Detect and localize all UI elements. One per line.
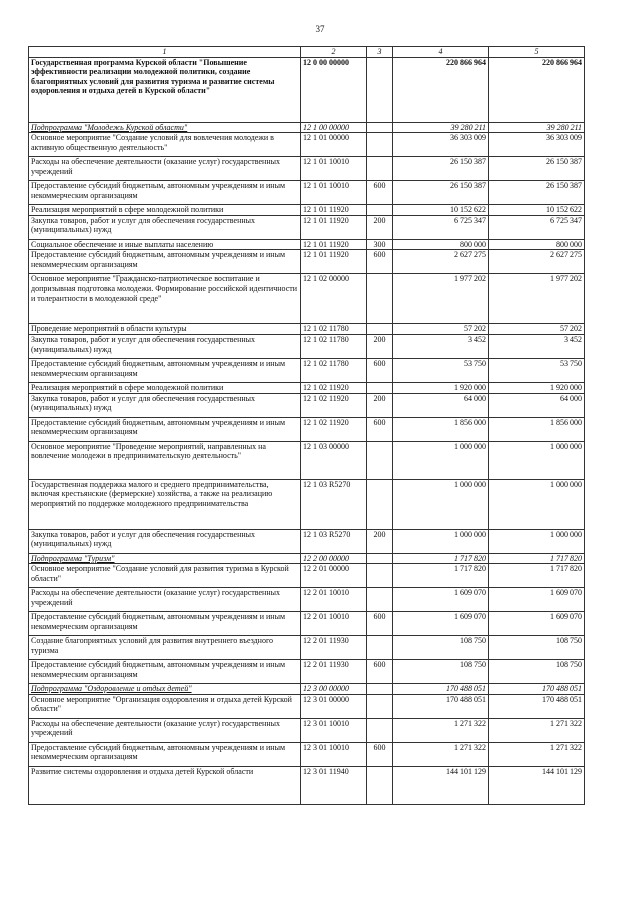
row-code: 12 1 03 00000 bbox=[301, 441, 367, 479]
table-row bbox=[29, 181, 585, 205]
row-amount-col5: 1 717 820 bbox=[489, 564, 585, 588]
table-row bbox=[29, 553, 585, 564]
row-code: 12 3 01 10010 bbox=[301, 742, 367, 766]
row-expense-type: 600 bbox=[367, 417, 393, 441]
row-name: Подпрограмма "Туризм" bbox=[29, 553, 301, 564]
row-amount-col4: 26 150 387 bbox=[393, 157, 489, 181]
row-name: Предоставление субсидий бюджетным, автономным учреждениям и иным некоммерческим организациям bbox=[29, 250, 301, 274]
row-name: Основное мероприятие "Создание условий для вовлечения молодежи в активную общественную деятельность" bbox=[29, 133, 301, 157]
row-amount-col4: 144 101 129 bbox=[393, 766, 489, 804]
row-name: Основное мероприятие "Проведение мероприятий, направленных на вовлечение молодежи в предпринимательскую деятельность" bbox=[29, 441, 301, 479]
row-amount-col4: 6 725 347 bbox=[393, 215, 489, 239]
row-amount-col4: 1 717 820 bbox=[393, 564, 489, 588]
table-row bbox=[29, 393, 585, 417]
row-code: 12 1 02 11920 bbox=[301, 417, 367, 441]
row-name: Реализация мероприятий в сфере молодежной политики bbox=[29, 205, 301, 216]
row-expense-type bbox=[367, 588, 393, 612]
row-amount-col4: 800 000 bbox=[393, 239, 489, 250]
column-number: 2 bbox=[301, 47, 367, 58]
budget-table bbox=[28, 46, 585, 805]
table-row bbox=[29, 239, 585, 250]
row-code: 12 1 02 11920 bbox=[301, 393, 367, 417]
row-expense-type bbox=[367, 157, 393, 181]
row-amount-col4: 3 452 bbox=[393, 334, 489, 358]
row-amount-col5: 53 750 bbox=[489, 358, 585, 382]
row-name: Реализация мероприятий в сфере молодежной политики bbox=[29, 382, 301, 393]
table-row bbox=[29, 479, 585, 529]
table-row bbox=[29, 215, 585, 239]
row-name: Закупка товаров, работ и услуг для обеспечения государственных (муниципальных) нужд bbox=[29, 215, 301, 239]
row-amount-col5: 108 750 bbox=[489, 660, 585, 684]
row-amount-col4: 170 488 051 bbox=[393, 694, 489, 718]
row-amount-col5: 108 750 bbox=[489, 636, 585, 660]
row-amount-col4: 10 152 622 bbox=[393, 205, 489, 216]
row-expense-type: 200 bbox=[367, 393, 393, 417]
row-expense-type bbox=[367, 766, 393, 804]
row-amount-col5: 3 452 bbox=[489, 334, 585, 358]
row-amount-col4: 53 750 bbox=[393, 358, 489, 382]
row-amount-col4: 1 856 000 bbox=[393, 417, 489, 441]
row-amount-col5: 1 717 820 bbox=[489, 553, 585, 564]
row-code: 12 2 01 10010 bbox=[301, 588, 367, 612]
table-row bbox=[29, 358, 585, 382]
table-row bbox=[29, 588, 585, 612]
row-expense-type bbox=[367, 324, 393, 335]
row-amount-col5: 1 000 000 bbox=[489, 479, 585, 529]
table-row bbox=[29, 684, 585, 695]
row-expense-type: 200 bbox=[367, 334, 393, 358]
row-name: Предоставление субсидий бюджетным, автономным учреждениям и иным некоммерческим организациям bbox=[29, 417, 301, 441]
row-expense-type: 600 bbox=[367, 660, 393, 684]
row-amount-col5: 1 920 000 bbox=[489, 382, 585, 393]
row-expense-type bbox=[367, 441, 393, 479]
page-number: 37 bbox=[315, 24, 325, 34]
row-amount-col5: 800 000 bbox=[489, 239, 585, 250]
row-name: Расходы на обеспечение деятельности (оказание услуг) государственных учреждений bbox=[29, 157, 301, 181]
row-name: Расходы на обеспечение деятельности (оказание услуг) государственных учреждений bbox=[29, 588, 301, 612]
table-row bbox=[29, 133, 585, 157]
row-name: Государственная программа Курской области "Повышение эффективности реализации молодежной политики, создание благоприятных условий для развития туризма и развитие системы оздоровления и отдыха детей в Курской области" bbox=[29, 57, 301, 122]
table-row bbox=[29, 382, 585, 393]
row-amount-col5: 26 150 387 bbox=[489, 157, 585, 181]
row-expense-type bbox=[367, 57, 393, 122]
table-row bbox=[29, 205, 585, 216]
row-code: 12 1 01 00000 bbox=[301, 133, 367, 157]
column-number: 3 bbox=[367, 47, 393, 58]
row-code: 12 1 01 10010 bbox=[301, 157, 367, 181]
row-amount-col5: 1 000 000 bbox=[489, 529, 585, 553]
row-code: 12 1 01 11920 bbox=[301, 239, 367, 250]
row-expense-type: 600 bbox=[367, 358, 393, 382]
row-name: Проведение мероприятий в области культуры bbox=[29, 324, 301, 335]
row-expense-type bbox=[367, 553, 393, 564]
row-expense-type bbox=[367, 684, 393, 695]
column-number: 1 bbox=[29, 47, 301, 58]
row-amount-col4: 1 000 000 bbox=[393, 479, 489, 529]
row-code: 12 3 01 00000 bbox=[301, 694, 367, 718]
row-code: 12 1 00 00000 bbox=[301, 122, 367, 133]
row-amount-col4: 1 271 322 bbox=[393, 742, 489, 766]
row-amount-col5: 220 866 964 bbox=[489, 57, 585, 122]
row-amount-col5: 1 856 000 bbox=[489, 417, 585, 441]
row-code: 12 1 01 11920 bbox=[301, 215, 367, 239]
row-amount-col4: 1 271 322 bbox=[393, 718, 489, 742]
row-name: Социальное обеспечение и иные выплаты населению bbox=[29, 239, 301, 250]
table-row bbox=[29, 742, 585, 766]
row-code: 12 1 02 11920 bbox=[301, 382, 367, 393]
row-code: 12 1 01 10010 bbox=[301, 181, 367, 205]
row-amount-col4: 2 627 275 bbox=[393, 250, 489, 274]
row-expense-type bbox=[367, 718, 393, 742]
row-expense-type bbox=[367, 564, 393, 588]
row-amount-col5: 26 150 387 bbox=[489, 181, 585, 205]
row-name: Расходы на обеспечение деятельности (оказание услуг) государственных учреждений bbox=[29, 718, 301, 742]
row-amount-col5: 10 152 622 bbox=[489, 205, 585, 216]
row-code: 12 2 01 11930 bbox=[301, 636, 367, 660]
row-name: Развитие системы оздоровления и отдыха детей Курской области bbox=[29, 766, 301, 804]
row-amount-col4: 39 280 211 bbox=[393, 122, 489, 133]
table-row bbox=[29, 660, 585, 684]
row-amount-col5: 57 202 bbox=[489, 324, 585, 335]
row-code: 12 1 02 11780 bbox=[301, 334, 367, 358]
column-number-row bbox=[29, 47, 585, 58]
row-code: 12 1 02 00000 bbox=[301, 274, 367, 324]
row-amount-col5: 39 280 211 bbox=[489, 122, 585, 133]
row-amount-col5: 1 000 000 bbox=[489, 441, 585, 479]
row-expense-type: 200 bbox=[367, 529, 393, 553]
row-expense-type bbox=[367, 382, 393, 393]
row-name: Подпрограмма "Оздоровление и отдых детей" bbox=[29, 684, 301, 695]
table-row bbox=[29, 122, 585, 133]
row-name: Закупка товаров, работ и услуг для обеспечения государственных (муниципальных) нужд bbox=[29, 393, 301, 417]
row-code: 12 3 01 10010 bbox=[301, 718, 367, 742]
row-amount-col4: 64 000 bbox=[393, 393, 489, 417]
row-code: 12 3 00 00000 bbox=[301, 684, 367, 695]
row-expense-type: 200 bbox=[367, 215, 393, 239]
table-row bbox=[29, 564, 585, 588]
row-code: 12 2 00 00000 bbox=[301, 553, 367, 564]
row-expense-type: 600 bbox=[367, 181, 393, 205]
row-amount-col5: 170 488 051 bbox=[489, 684, 585, 695]
row-name: Основное мероприятие "Организация оздоровления и отдыха детей Курской области" bbox=[29, 694, 301, 718]
row-amount-col5: 1 271 322 bbox=[489, 718, 585, 742]
table-row bbox=[29, 250, 585, 274]
row-amount-col4: 1 920 000 bbox=[393, 382, 489, 393]
row-expense-type bbox=[367, 274, 393, 324]
row-name: Государственная поддержка малого и среднего предпринимательства, включая крестьянские (фермерские) хозяйства, а также на реализацию мероприятий по поддержке молодежного предпринимательства bbox=[29, 479, 301, 529]
row-code: 12 2 01 00000 bbox=[301, 564, 367, 588]
column-number: 5 bbox=[489, 47, 585, 58]
row-amount-col5: 1 271 322 bbox=[489, 742, 585, 766]
row-amount-col4: 1 717 820 bbox=[393, 553, 489, 564]
row-name: Предоставление субсидий бюджетным, автономным учреждениям и иным некоммерческим организациям bbox=[29, 742, 301, 766]
row-code: 12 1 01 11920 bbox=[301, 250, 367, 274]
row-amount-col4: 1 977 202 bbox=[393, 274, 489, 324]
column-number: 4 bbox=[393, 47, 489, 58]
table-row bbox=[29, 694, 585, 718]
row-name: Предоставление субсидий бюджетным, автономным учреждениям и иным некоммерческим организациям bbox=[29, 660, 301, 684]
table-row bbox=[29, 417, 585, 441]
row-amount-col4: 57 202 bbox=[393, 324, 489, 335]
row-amount-col4: 26 150 387 bbox=[393, 181, 489, 205]
table-row bbox=[29, 529, 585, 553]
row-amount-col4: 108 750 bbox=[393, 636, 489, 660]
row-expense-type: 600 bbox=[367, 742, 393, 766]
row-code: 12 3 01 11940 bbox=[301, 766, 367, 804]
row-amount-col5: 1 609 070 bbox=[489, 612, 585, 636]
row-amount-col4: 1 609 070 bbox=[393, 612, 489, 636]
row-amount-col5: 1 609 070 bbox=[489, 588, 585, 612]
row-name: Создание благоприятных условий для развития внутреннего въездного туризма bbox=[29, 636, 301, 660]
row-expense-type bbox=[367, 694, 393, 718]
row-amount-col4: 1 000 000 bbox=[393, 529, 489, 553]
row-amount-col5: 144 101 129 bbox=[489, 766, 585, 804]
table-row bbox=[29, 636, 585, 660]
row-code: 12 1 01 11920 bbox=[301, 205, 367, 216]
table-row bbox=[29, 334, 585, 358]
row-expense-type: 600 bbox=[367, 250, 393, 274]
row-code: 12 2 01 10010 bbox=[301, 612, 367, 636]
row-name: Закупка товаров, работ и услуг для обеспечения государственных (муниципальных) нужд bbox=[29, 334, 301, 358]
row-name: Предоставление субсидий бюджетным, автономным учреждениям и иным некоммерческим организациям bbox=[29, 612, 301, 636]
row-code: 12 1 03 R5270 bbox=[301, 479, 367, 529]
row-expense-type bbox=[367, 122, 393, 133]
row-amount-col5: 6 725 347 bbox=[489, 215, 585, 239]
table-row bbox=[29, 441, 585, 479]
row-expense-type: 600 bbox=[367, 612, 393, 636]
row-amount-col5: 1 977 202 bbox=[489, 274, 585, 324]
table-row bbox=[29, 718, 585, 742]
row-code: 12 1 02 11780 bbox=[301, 358, 367, 382]
table-row bbox=[29, 274, 585, 324]
row-name: Подпрограмма "Молодежь Курской области" bbox=[29, 122, 301, 133]
row-amount-col4: 1 609 070 bbox=[393, 588, 489, 612]
row-name: Основное мероприятие "Создание условий для развития туризма в Курской области" bbox=[29, 564, 301, 588]
row-expense-type: 300 bbox=[367, 239, 393, 250]
row-name: Предоставление субсидий бюджетным, автономным учреждениям и иным некоммерческим организациям bbox=[29, 358, 301, 382]
row-amount-col5: 36 303 009 bbox=[489, 133, 585, 157]
row-expense-type bbox=[367, 636, 393, 660]
table-row bbox=[29, 157, 585, 181]
row-amount-col4: 220 866 964 bbox=[393, 57, 489, 122]
row-amount-col5: 2 627 275 bbox=[489, 250, 585, 274]
row-amount-col5: 170 488 051 bbox=[489, 694, 585, 718]
row-expense-type bbox=[367, 133, 393, 157]
row-expense-type bbox=[367, 205, 393, 216]
row-name: Закупка товаров, работ и услуг для обеспечения государственных (муниципальных) нужд bbox=[29, 529, 301, 553]
table-row bbox=[29, 57, 585, 122]
row-name: Основное мероприятие "Гражданско-патриотическое воспитание и допризывная подготовка молодежи. Формирование российской идентичности и толерантности в молодежной среде" bbox=[29, 274, 301, 324]
row-amount-col4: 36 303 009 bbox=[393, 133, 489, 157]
row-amount-col4: 170 488 051 bbox=[393, 684, 489, 695]
row-code: 12 0 00 00000 bbox=[301, 57, 367, 122]
row-code: 12 1 02 11780 bbox=[301, 324, 367, 335]
row-amount-col4: 108 750 bbox=[393, 660, 489, 684]
row-code: 12 2 01 11930 bbox=[301, 660, 367, 684]
row-amount-col4: 1 000 000 bbox=[393, 441, 489, 479]
row-code: 12 1 03 R5270 bbox=[301, 529, 367, 553]
table-row bbox=[29, 324, 585, 335]
row-expense-type bbox=[367, 479, 393, 529]
row-name: Предоставление субсидий бюджетным, автономным учреждениям и иным некоммерческим организациям bbox=[29, 181, 301, 205]
table-row bbox=[29, 766, 585, 804]
row-amount-col5: 64 000 bbox=[489, 393, 585, 417]
table-row bbox=[29, 612, 585, 636]
